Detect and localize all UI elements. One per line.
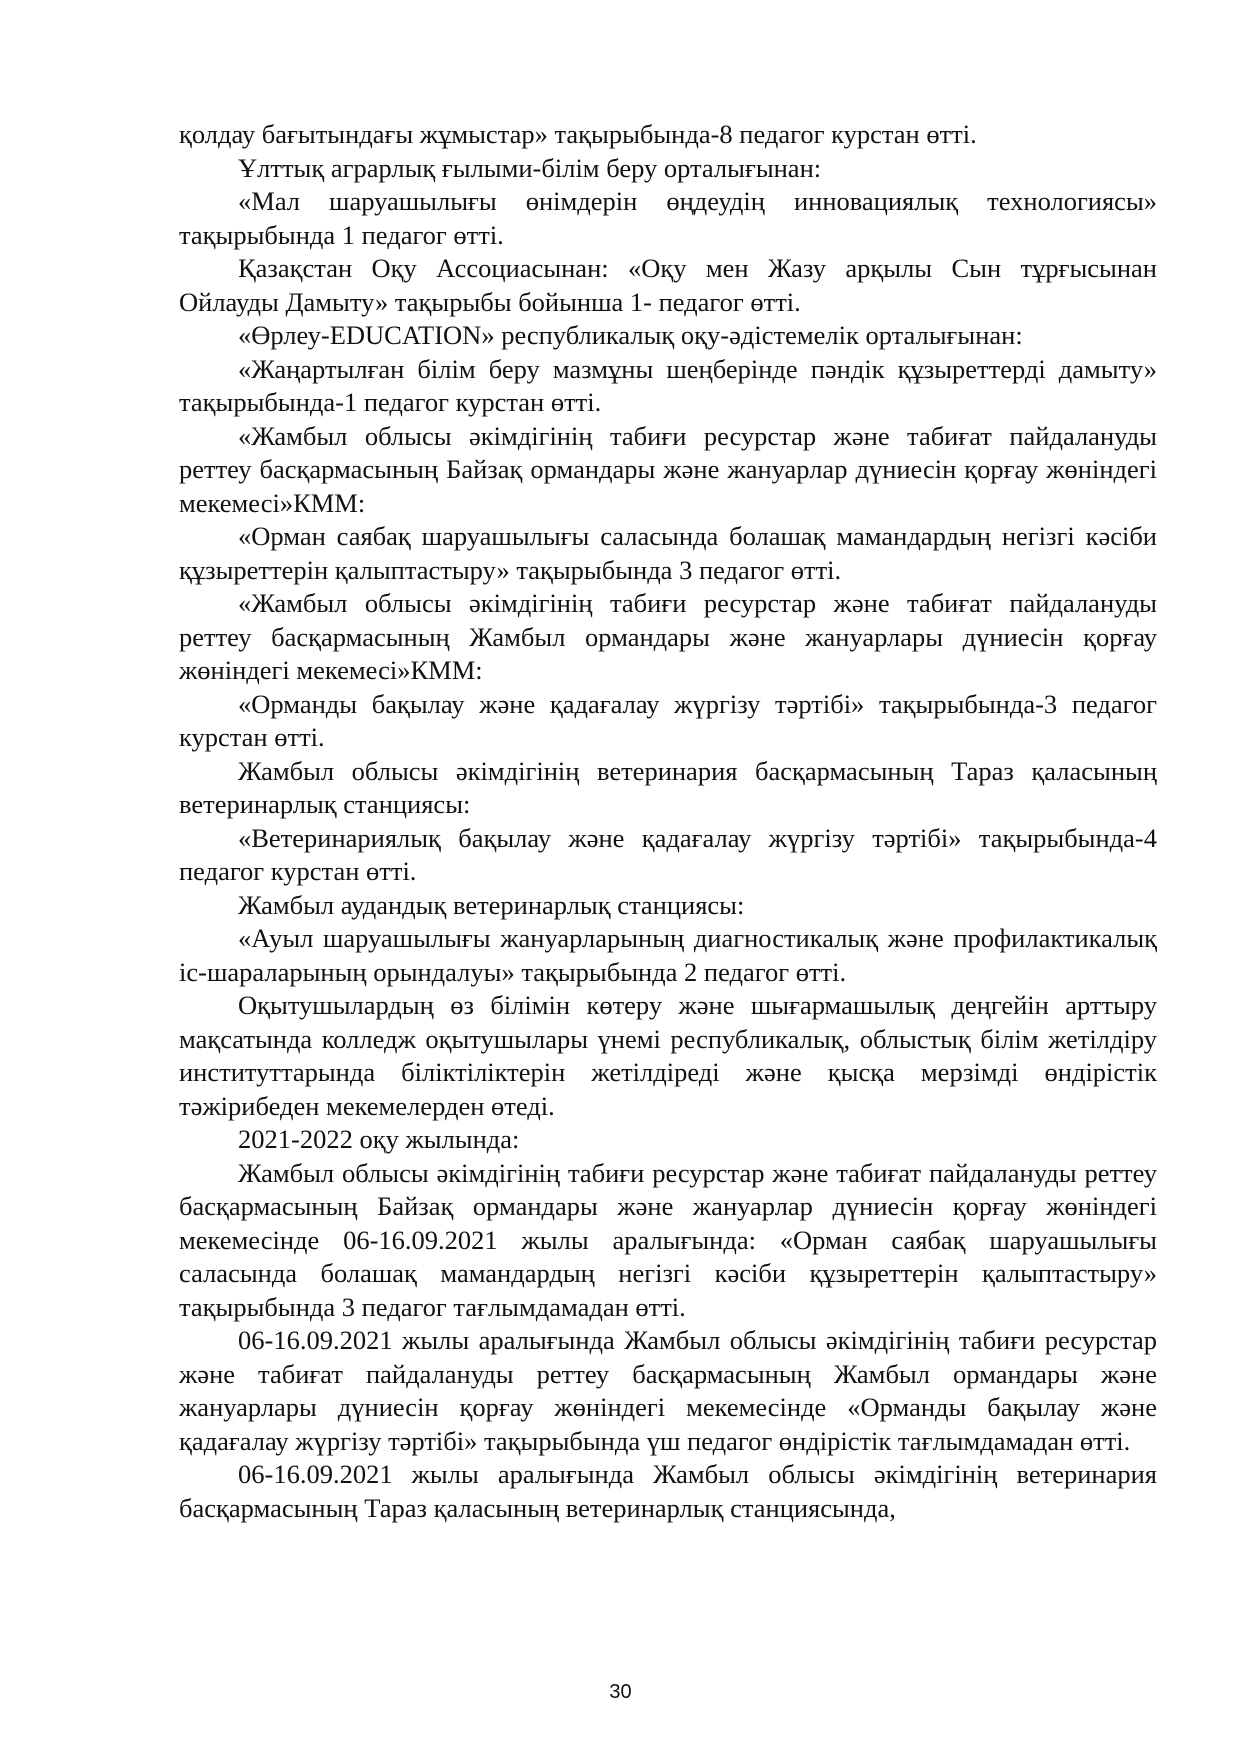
paragraph: «Жамбыл облысы әкімдігінің табиғи ресурстар және табиғат пайдалануды реттеу басқармасының Байзақ ормандары және жануарлар дүниесін қорғау жөніндегі мекемесі»КММ: (179, 420, 1157, 518)
paragraph: «Жамбыл облысы әкімдігінің табиғи ресурстар және табиғат пайдалануды реттеу басқармасының Жамбыл ормандары және жануарлары дүниесін қорғау жөніндегі мекемесі»КММ: (179, 588, 1157, 685)
paragraph: Ұлттық аграрлық ғылыми-білім беру орталығынан: (238, 152, 822, 183)
paragraph: 06-16.09.2021 жылы аралығында Жамбыл облысы әкімдігінің ветеринария басқармасының Тараз қаласының ветеринарлық станциясында, (179, 1459, 1157, 1523)
page-number: 30 (609, 1681, 632, 1703)
paragraph: 2021-2022 оқу жылында: (238, 1124, 520, 1154)
paragraph: «Орман саябақ шаруашылығы саласында болашақ мамандардың негізгі кәсіби құзыреттерін қалыптастыру» тақырыбында 3 педагог өтті. (179, 521, 1157, 585)
paragraph: Жамбыл облысы әкімдігінің ветеринария басқармасының Тараз қаласының ветеринарлық станциясы: (179, 755, 1157, 819)
paragraph: «Ауыл шаруашылығы жануарларының диагностикалық және профилактикалық іс-шараларының орындалуы» тақырыбында 2 педагог өтті. (179, 923, 1157, 987)
paragraph: «Ветеринариялық бақылау және қадағалау жүргізу тәртібі» тақырыбында-4 педагог курстан өтті. (179, 822, 1157, 886)
paragraph: «Орманды бақылау және қадағалау жүргізу тәртібі» тақырыбында-3 педагог курстан өтті. (179, 688, 1157, 752)
paragraph: Жамбыл облысы әкімдігінің табиғи ресурстар және табиғат пайдалануды реттеу басқармасының Байзақ ормандары және жануарлар дүниесін қорғау жөніндегі мекемесінде 06-16.09.2021 жылы аралығында: «Орман саябақ шаруашылығы саласында болашақ мамандардың негізгі кәсіби құзыреттерін қалыптастыру» тақырыбында 3 педагог тағлымдамадан өтті. (179, 1157, 1157, 1322)
document-body (179, 118, 1157, 1525)
paragraph: «Жаңартылған білім беру мазмұны шеңберінде пәндік құзыреттерді дамыту» тақырыбында-1 педагог курстан өтті. (179, 353, 1157, 417)
paragraph: Оқытушылардың өз білімін көтеру және шығармашылық деңгейін арттыру мақсатында колледж оқытушылары үнемі республикалық, облыстық білім жетілдіру институттарында біліктіліктерін жетілдіреді және қысқа мерзімді өндірістік тәжірибеден мекемелерден өтеді. (179, 990, 1157, 1121)
paragraph: 06-16.09.2021 жылы аралығында Жамбыл облысы әкімдігінің табиғи ресурстар және табиғат пайдалануды реттеу басқармасының Жамбыл ормандары және жануарлары дүниесін қорғау жөніндегі мекемесінде «Орманды бақылау және қадағалау жүргізу тәртібі» тақырыбында үш педагог өндірістік тағлымдамадан өтті. (179, 1325, 1157, 1456)
paragraph: «Мал шаруашылығы өнімдерін өңдеудің инновациялық технологиясы» тақырыбында 1 педагог өтті. (179, 186, 1157, 250)
paragraph: «Өрлеу-EDUCATION» республикалық оқу-әдістемелік орталығынан: (238, 320, 1023, 350)
paragraph: Жамбыл аудандық ветеринарлық станциясы: (238, 889, 745, 920)
paragraph: Қазақстан Оқу Ассоциасынан: «Оқу мен Жазу арқылы Сын тұрғысынан Ойлауды Дамыту» тақырыбы бойынша 1- педагог өтті. (179, 253, 1157, 317)
paragraph: қолдау бағытындағы жұмыстар» тақырыбында-8 педагог курстан өтті. (179, 119, 977, 149)
